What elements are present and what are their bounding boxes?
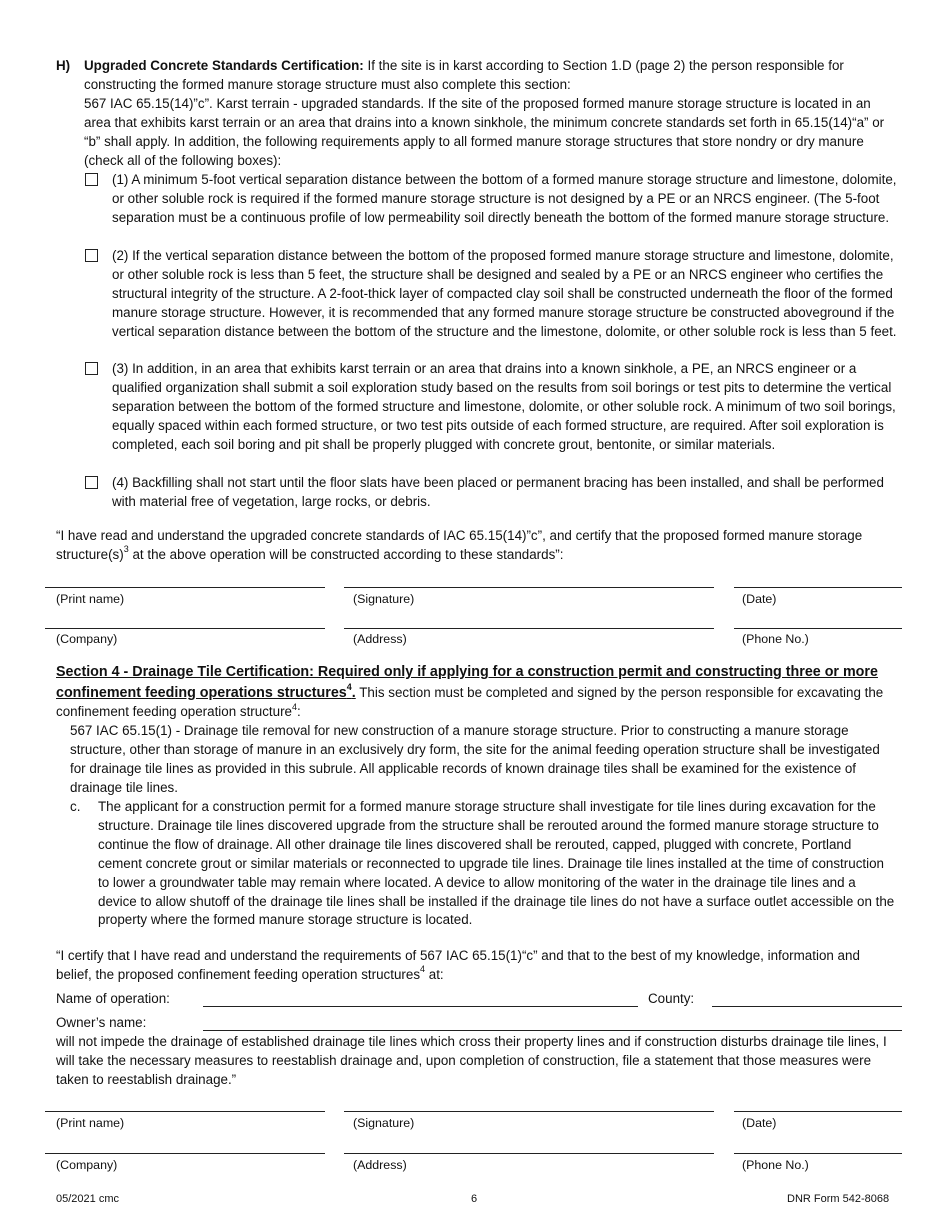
- footer-date: 05/2021 cmc: [56, 1193, 119, 1205]
- section-h-label: H): [56, 58, 71, 73]
- checkbox-item-3[interactable]: [85, 362, 98, 375]
- section-4-item-c: [70, 798, 898, 930]
- phone-label-2: (Phone No.): [742, 1158, 809, 1172]
- phone-line-2[interactable]: [734, 1153, 902, 1154]
- company-line-2[interactable]: [45, 1153, 325, 1154]
- phone-line-1[interactable]: [734, 628, 902, 629]
- item-c-text: The applicant for a construction permit for a formed manure storage structure shall investigate for tile lines during excavation for the structure. Drainage tile lines discovered upgrade from the structure shall be rerouted around the formed manure storage structure to continue the flow of drainage. All other drainage tile lines discovered shall be rerouted, capped, plugged with concrete, Portland cement concrete grout or similar materials or reconnected to upgrade tile lines. Drainage tile lines installed at the time of construction to lower a groundwater table may remain where located. A device to allow monitoring of the water in the drainage tile lines and a device to allow shutoff of the drainage tile lines shall be installed if the drainage tile lines do not have a surface outlet accessible on the property where the formed manure storage structure is located.: [98, 799, 895, 928]
- signature-line-2[interactable]: [344, 1111, 714, 1112]
- signature-label-2: (Signature): [353, 1116, 415, 1130]
- print-name-line-2[interactable]: [45, 1111, 325, 1112]
- print-name-label-2: (Print name): [56, 1116, 125, 1130]
- company-line-1[interactable]: [45, 628, 325, 629]
- drainage-closing-statement: will not impede the drainage of established drainage tile lines which cross their property lines and if construction disturbs drainage tile lines, I will take the necessary measures to reestablish drainage and, upon completion of construction, file a statement that those measures were taken to reestablish drainage.”: [56, 1034, 887, 1087]
- section-h-title: Upgraded Concrete Standards Certification:: [84, 58, 364, 73]
- company-label-2: (Company): [56, 1158, 118, 1172]
- section-4-heading: [56, 662, 898, 722]
- checklist-item-3-text: (3) In addition, in an area that exhibits karst terrain or an area that drains into a known sinkhole, a PE, an NRCS engineer or a qualified organization shall submit a soil exploration study based on the results from soil borings or test pits to determine the vertical separation between the bottom of the formed structure and limestone, dolomite, or other soluble rock. A minimum of two soil borings, equally spaced within each formed structure, or two test pits outside of each formed structure, are required. After soil exploration is completed, each soil boring and pit shall be properly plugged with concrete grout, bentonite, or similar materials.: [112, 361, 896, 452]
- section-h-intro: Upgraded Concrete Standards Certification: If the site is in karst according to Section 1.D (page 2) the person responsible for constructing the formed manure storage structure must also complete this section:: [84, 58, 844, 92]
- checklist-item-4-text: (4) Backfilling shall not start until the floor slats have been placed or permanent bracing has been installed, and shall be performed with material free of vegetation, large rocks, or debris.: [112, 475, 884, 509]
- checklist-item-2: [84, 247, 898, 342]
- section-h-rule-text: 567 IAC 65.15(14)”c”. Karst terrain - upgraded standards. If the site of the proposed formed manure storage structure is located in an area that exhibits karst terrain or an area that drains into a known sinkhole, the minimum concrete standards set forth in 65.15(14)“a” or “b” shall apply. In addition, the following requirements apply to all formed manure storage structures that store nondry or dry manure (check all of the following boxes):: [84, 95, 885, 168]
- address-line-1[interactable]: [344, 628, 714, 629]
- company-label-1: (Company): [56, 632, 118, 646]
- section-4-rule-text: 567 IAC 65.15(1) - Drainage tile removal for new construction of a manure storage structure. Prior to constructing a manure storage structure, other than storage of manure in an exclusively dry form, the site for the animal feeding operation structure shall be investigated for drainage tile lines as provided in this subrule. All applicable records of known drainage tiles shall be examined for the existence of drainage tile lines.: [70, 723, 880, 795]
- item-c-marker: c.: [70, 799, 81, 814]
- checklist-item-3: [84, 360, 898, 455]
- signature-label-1: (Signature): [353, 592, 415, 606]
- county-field[interactable]: [712, 1006, 902, 1007]
- checkbox-item-4[interactable]: [85, 476, 98, 489]
- phone-label-1: (Phone No.): [742, 632, 809, 646]
- section-4-title: Section 4 - Drainage Tile Certification: Required only if applying for a construction permit and constructing three or more confinement feeding operations structures$^4$.: [56, 664, 878, 701]
- name-of-operation-label: Name of operation:: [56, 991, 170, 1006]
- address-label-1: (Address): [353, 632, 407, 646]
- date-line-2[interactable]: [734, 1111, 902, 1112]
- concrete-certification-statement: “I have read and understand the upgraded concrete standards of IAC 65.15(14)”c”, and certify that the proposed formed manure storage $structure(s)^3$ at the above operation will be constructed according to these standards”:: [56, 528, 863, 562]
- date-label-2: (Date): [742, 1116, 777, 1130]
- checklist-item-1: [84, 171, 898, 228]
- name-of-operation-field[interactable]: [203, 1006, 638, 1007]
- section-4-intro: This section must be completed and signed by the person responsible for excavating the confinement feeding operation structure$^4$:: [56, 684, 884, 719]
- owner-name-label: Owner’s name:: [56, 1015, 147, 1030]
- checkbox-item-1[interactable]: [85, 173, 98, 186]
- checklist-item-4: [84, 474, 898, 512]
- print-name-line-1[interactable]: [45, 587, 325, 588]
- checkbox-item-2[interactable]: [85, 249, 98, 262]
- date-line-1[interactable]: [734, 587, 902, 588]
- date-label-1: (Date): [742, 592, 777, 606]
- checklist-item-2-text: (2) If the vertical separation distance between the bottom of the proposed formed manure storage structure and limestone, dolomite, or other soluble rock is less than 5 feet, the structure shall be designed and sealed by a PE or an NRCS engineer who certifies the structural integrity of the structure. A 2-foot-thick layer of compacted clay soil shall be constructed underneath the floor of the formed manure storage structure. However, it is recommended that any formed manure storage structure be constructed aboveground if the vertical separation distance between the bottom of the structure and the limestone, dolomite, or other soluble rock is less than 5 feet.: [112, 248, 897, 339]
- print-name-label-1: (Print name): [56, 592, 125, 606]
- address-label-2: (Address): [353, 1158, 407, 1172]
- signature-line-1[interactable]: [344, 587, 714, 588]
- county-label: County:: [648, 991, 695, 1006]
- footer-form-number: DNR Form 542-8068: [787, 1193, 890, 1205]
- address-line-2[interactable]: [344, 1153, 714, 1154]
- footer-page-number: 6: [471, 1193, 478, 1205]
- checklist-item-1-text: (1) A minimum 5-foot vertical separation distance between the bottom of a formed manure storage structure and limestone, dolomite, or other soluble rock is required if the formed manure storage structure is not designed by a PE or an NRCS engineer. (The 5-foot separation must be a continuous profile of low permeability soil directly beneath the bottom of the formed manure storage structure.: [112, 172, 897, 225]
- drainage-certification-statement: “I certify that I have read and understand the requirements of 567 IAC 65.15(1)“c” and that to the best of my knowledge, information and belief, the proposed confinement feeding operation structures$^4$ at:: [56, 948, 860, 982]
- owner-name-field[interactable]: [203, 1030, 902, 1031]
- section-h: [56, 57, 898, 170]
